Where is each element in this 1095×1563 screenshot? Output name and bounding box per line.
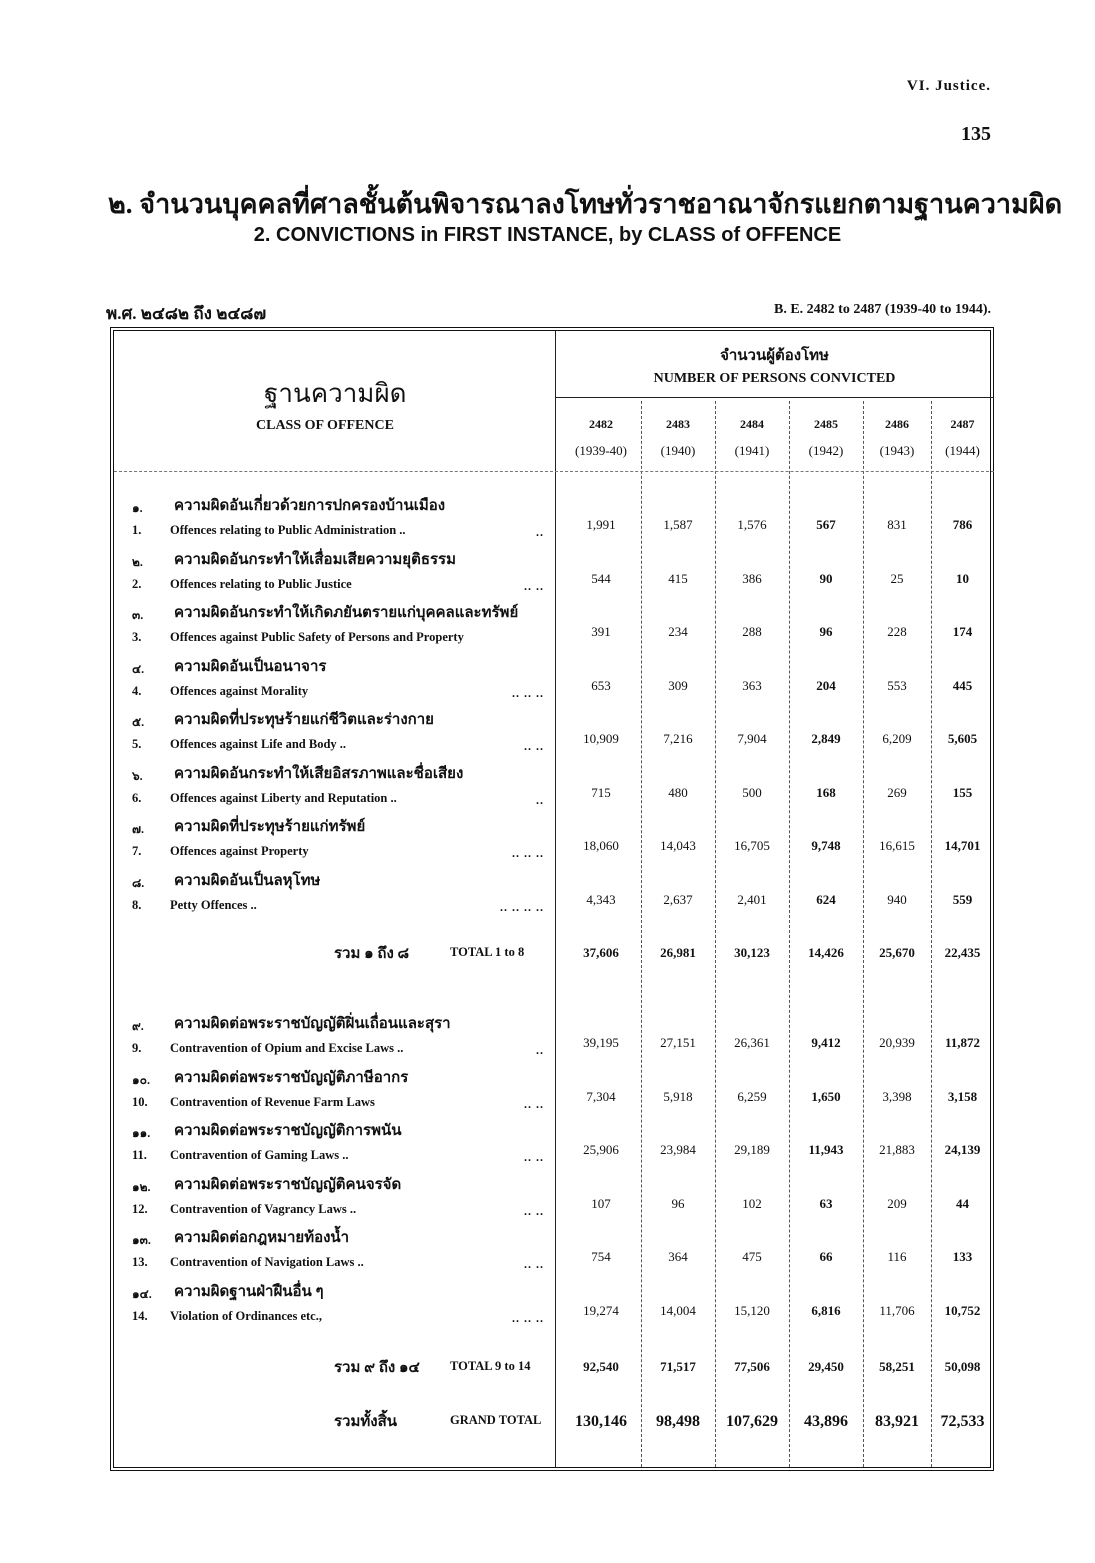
cell-value: 2,849	[811, 731, 841, 746]
offence-thai: ความผิดที่ประทุษร้ายแก่ทรัพย์	[174, 819, 366, 835]
total-9-to-14-value: 71,517	[660, 1359, 696, 1374]
cell-value: 7,904	[737, 731, 767, 746]
cell-value: 364	[668, 1249, 688, 1264]
row-number: 10.	[132, 1094, 148, 1109]
cell-value: 66	[819, 1249, 833, 1264]
cell-value: 1,587	[663, 517, 693, 532]
cell-value: 567	[816, 517, 836, 532]
total-1-to-8-value: 30,123	[734, 945, 770, 960]
cell-value: 288	[742, 624, 762, 639]
row-number: 11.	[132, 1148, 147, 1162]
offence-english: Contravention of Gaming Laws ..	[170, 1148, 349, 1162]
cell-value: 624	[816, 891, 836, 907]
row-number: 14.	[132, 1308, 148, 1323]
total-1-to-8-value: 37,606	[583, 945, 619, 960]
leader-dots: ..	[536, 792, 544, 807]
cell-value: 96	[671, 1195, 685, 1211]
cell-value: 204	[816, 677, 836, 693]
total-1-to-8-thai: รวม ๑ ถึง ๘	[334, 946, 410, 962]
section-heading: VI. Justice.	[906, 78, 991, 94]
cell-value: 269	[887, 784, 907, 800]
cell-value: 10,909	[583, 731, 619, 746]
grand-total-value: 72,533	[940, 1413, 985, 1430]
total-9-to-14-value: 77,506	[734, 1359, 770, 1374]
cell-value: 6,259	[737, 1088, 767, 1104]
row-number: 4.	[132, 683, 142, 698]
cell-value: 544	[591, 570, 611, 586]
offence-thai: ความผิดฐานฝ่าฝืนอื่น ๆ	[174, 1283, 324, 1300]
row-number-thai: ๗.	[132, 822, 145, 836]
row-number-thai: ๔.	[132, 661, 145, 676]
total-9-to-14-value: 29,450	[808, 1359, 844, 1374]
cell-value: 15,120	[734, 1302, 770, 1318]
offence-english: Offences against Liberty and Reputation ..	[170, 790, 397, 805]
convicted-header-english: NUMBER OF PERSONS CONVICTED	[653, 371, 896, 386]
cell-value: 391	[591, 624, 611, 639]
cell-value: 29,189	[734, 1142, 770, 1157]
cell-value: 6,816	[811, 1302, 841, 1318]
cell-value: 5,918	[663, 1088, 693, 1104]
cell-value: 715	[591, 784, 611, 800]
row-number: 7.	[132, 844, 142, 858]
row-number-thai: ๓.	[132, 608, 144, 622]
row-number-thai: ๕.	[132, 715, 145, 729]
row-number-thai: ๑.	[132, 501, 143, 515]
offence-english: Petty Offences ..	[170, 897, 257, 912]
offence-english: Offences relating to Public Justice	[170, 576, 352, 591]
leader-dots: .. .. ..	[512, 685, 544, 700]
cell-value: 133	[952, 1249, 973, 1264]
total-9-to-14-english: TOTAL 9 to 14	[450, 1359, 531, 1373]
row-number-thai: ๖.	[132, 768, 143, 783]
cell-value: 363	[742, 677, 762, 693]
cell-value: 168	[816, 784, 836, 800]
header-bottom-line	[114, 471, 994, 472]
cell-value: 5,605	[947, 731, 978, 746]
cell-value: 24,139	[944, 1142, 981, 1157]
offence-english: Contravention of Opium and Excise Laws ..	[170, 1041, 404, 1055]
cell-value: 309	[668, 677, 688, 693]
offence-thai: ความผิดต่อพระราชบัญญัติฝิ่นเถื่อนและสุรา	[174, 1016, 451, 1032]
offence-thai: ความผิดอันเกี่ยวด้วยการปกครองบ้านเมือง	[174, 498, 446, 514]
cell-value: 786	[952, 517, 973, 532]
offence-header-english: CLASS OF OFFENCE	[256, 418, 394, 433]
leader-dots: .. ..	[524, 739, 544, 753]
year-ce: (1943)	[879, 443, 915, 458]
cell-value: 20,939	[879, 1035, 915, 1050]
cell-value: 7,216	[663, 731, 693, 746]
total-9-to-14-value: 92,540	[583, 1359, 619, 1374]
offence-english: Offences against Public Safety of Persons and Property	[170, 630, 464, 644]
cell-value: 7,304	[586, 1088, 616, 1104]
cell-value: 3,158	[947, 1088, 978, 1104]
offence-thai: ความผิดต่อพระราชบัญญัติภาษีอากร	[174, 1069, 409, 1086]
period-english: B. E. 2482 to 2487 (1939-40 to 1944).	[774, 302, 991, 317]
cell-value: 445	[952, 677, 973, 693]
grand-total-value: 83,921	[875, 1413, 919, 1430]
total-1-to-8-value: 22,435	[944, 945, 981, 960]
cell-value: 16,705	[734, 838, 770, 853]
cell-value: 155	[952, 784, 973, 800]
offence-thai: ความผิดอันเป็นอนาจาร	[174, 658, 327, 675]
year-be: 2484	[740, 417, 764, 431]
row-number: 5.	[132, 737, 142, 751]
row-number-thai: ๘.	[132, 875, 145, 890]
year-ce: (1941)	[734, 443, 770, 458]
cell-value: 25,906	[583, 1142, 619, 1157]
year-be: 2486	[885, 417, 909, 431]
cell-value: 21,883	[879, 1142, 915, 1157]
year-be: 2482	[589, 417, 613, 431]
offence-thai: ความผิดอันเป็นลหุโทษ	[174, 872, 321, 889]
row-number: 12.	[132, 1201, 148, 1216]
grand-total-english: GRAND TOTAL	[450, 1413, 542, 1427]
leader-dots: .. .. ..	[512, 846, 544, 860]
row-number-thai: ๑๔.	[132, 1286, 152, 1301]
row-number-thai: ๑๓.	[132, 1233, 151, 1247]
leader-dots: ..	[536, 1043, 544, 1057]
year-ce: (1939-40)	[575, 443, 627, 458]
row-number: 2.	[132, 576, 142, 591]
cell-value: 11,872	[944, 1035, 981, 1050]
leader-dots: .. ..	[524, 1150, 544, 1164]
cell-value: 209	[887, 1195, 907, 1211]
offence-thai: ความผิดอันกระทำให้เกิดภยันตรายแก่บุคคลและทรัพย์	[174, 605, 519, 621]
cell-value: 26,361	[734, 1035, 770, 1050]
offence-english: Offences relating to Public Administration ..	[170, 523, 406, 537]
offence-english: Offences against Property	[170, 844, 309, 858]
leader-dots: .. .. .. ..	[500, 899, 544, 914]
cell-value: 2,401	[737, 891, 767, 907]
cell-value: 940	[887, 891, 907, 907]
cell-value: 831	[887, 517, 907, 532]
offence-english: Contravention of Navigation Laws ..	[170, 1255, 364, 1269]
row-number-thai: ๑๐.	[132, 1072, 150, 1087]
offence-thai: ความผิดที่ประทุษร้ายแก่ชีวิตและร่างกาย	[174, 712, 434, 728]
cell-value: 174	[952, 624, 973, 639]
year-ce: (1944)	[945, 443, 980, 458]
total-1-to-8-value: 26,981	[660, 945, 696, 960]
total-1-to-8-value: 14,426	[808, 945, 844, 960]
cell-value: 559	[952, 891, 973, 907]
total-1-to-8-value: 25,670	[879, 945, 915, 960]
cell-value: 102	[742, 1195, 762, 1211]
row-number: 9.	[132, 1041, 142, 1055]
year-be: 2483	[666, 417, 690, 431]
cell-value: 9,412	[811, 1035, 841, 1050]
row-number: 3.	[132, 630, 142, 644]
offence-english: Offences against Morality	[170, 683, 309, 698]
cell-value: 1,991	[586, 517, 616, 532]
cell-value: 90	[819, 570, 833, 586]
cell-value: 1,576	[737, 517, 767, 532]
grand-total-value: 107,629	[726, 1413, 778, 1430]
grand-total-thai: รวมทั้งสิ้น	[334, 1414, 397, 1430]
cell-value: 500	[742, 784, 762, 800]
cell-value: 11,943	[808, 1142, 844, 1157]
offence-header-thai: ฐานความผิด	[264, 379, 407, 408]
leader-dots: .. .. ..	[512, 1310, 544, 1325]
offence-english: Contravention of Vagrancy Laws ..	[170, 1201, 357, 1216]
offence-english: Contravention of Revenue Farm Laws	[170, 1094, 375, 1109]
cell-value: 234	[668, 624, 688, 639]
leader-dots: .. ..	[524, 1203, 544, 1218]
cell-value: 228	[887, 624, 907, 639]
cell-value: 25	[890, 570, 904, 586]
row-number-thai: ๙.	[132, 1019, 144, 1033]
row-number: 8.	[132, 897, 142, 912]
cell-value: 18,060	[583, 838, 619, 853]
cell-value: 14,043	[660, 838, 696, 853]
row-number: 13.	[132, 1255, 148, 1269]
row-number-thai: ๑๒.	[132, 1179, 151, 1194]
total-9-to-14-value: 58,251	[879, 1359, 915, 1374]
cell-value: 19,274	[583, 1302, 619, 1318]
cell-value: 10	[956, 570, 969, 586]
offence-thai: ความผิดต่อพระราชบัญญัติคนจรจัด	[174, 1176, 402, 1193]
year-be: 2487	[950, 417, 975, 431]
cell-value: 44	[956, 1195, 969, 1211]
cell-value: 754	[591, 1249, 611, 1264]
leader-dots: .. ..	[524, 1257, 544, 1271]
year-ce: (1940)	[660, 443, 696, 458]
cell-value: 6,209	[882, 731, 912, 746]
cell-value: 39,195	[583, 1035, 619, 1050]
offence-english: Violation of Ordinances etc.,	[170, 1308, 322, 1323]
total-9-to-14-value: 50,098	[944, 1359, 981, 1374]
offence-english: Offences against Life and Body ..	[170, 737, 347, 751]
cell-value: 415	[668, 570, 688, 586]
grand-total-value: 98,498	[656, 1413, 700, 1430]
cell-value: 27,151	[660, 1035, 696, 1050]
cell-value: 16,615	[879, 838, 915, 853]
title-english: 2. CONVICTIONS in FIRST INSTANCE, by CLASS of OFFENCE	[253, 224, 842, 246]
offence-thai: ความผิดอันกระทำให้เสียอิสรภาพและชื่อเสียง	[174, 765, 464, 782]
cell-value: 1,650	[811, 1088, 841, 1104]
cell-value: 116	[887, 1249, 907, 1264]
cell-value: 553	[887, 677, 907, 693]
grand-total-value: 43,896	[804, 1413, 848, 1430]
offence-thai: ความผิดต่อพระราชบัญญัติการพนัน	[174, 1123, 402, 1139]
offence-thai: ความผิดต่อกฎหมายท้องน้ำ	[174, 1230, 350, 1246]
total-9-to-14-thai: รวม ๙ ถึง ๑๔	[334, 1360, 420, 1376]
year-be: 2485	[814, 417, 838, 431]
row-number: 6.	[132, 790, 142, 805]
leader-dots: .. ..	[524, 578, 544, 593]
cell-value: 23,984	[660, 1142, 696, 1157]
page-number: 135	[961, 123, 991, 145]
period-thai: พ.ศ. ๒๔๘๒ ถึง ๒๔๘๗	[106, 304, 267, 323]
grand-total-value: 130,146	[575, 1413, 627, 1430]
cell-value: 14,004	[660, 1302, 696, 1318]
convicted-header-thai: จำนวนผู้ต้องโทษ	[720, 348, 829, 364]
cell-value: 107	[591, 1195, 611, 1211]
leader-dots: .. ..	[524, 1096, 544, 1111]
column-divider	[555, 331, 556, 1467]
cell-value: 96	[819, 624, 833, 639]
cell-value: 63	[819, 1195, 833, 1211]
cell-value: 11,706	[879, 1302, 915, 1318]
cell-value: 653	[591, 677, 611, 693]
cell-value: 2,637	[663, 891, 693, 907]
offence-thai: ความผิดอันกระทำให้เสื่อมเสียความยุติธรรม	[174, 551, 456, 568]
title-thai: ๒. จำนวนบุคคลที่ศาลชั้นต้นพิจารณาลงโทษทั่วราชอาณาจักรแยกตามฐานความผิด	[108, 189, 1063, 219]
row-number-thai: ๑๑.	[132, 1126, 151, 1140]
row-number: 1.	[132, 523, 142, 537]
total-1-to-8-english: TOTAL 1 to 8	[450, 945, 525, 959]
cell-value: 14,701	[944, 838, 981, 853]
cell-value: 10,752	[944, 1302, 981, 1318]
cell-value: 480	[668, 784, 688, 800]
leader-dots: ..	[536, 525, 544, 539]
cell-value: 9,748	[811, 838, 841, 853]
convictions-table	[110, 327, 994, 1471]
cell-value: 3,398	[882, 1088, 912, 1104]
cell-value: 4,343	[586, 891, 616, 907]
cell-value: 475	[742, 1249, 762, 1264]
cell-value: 386	[742, 570, 762, 586]
row-number-thai: ๒.	[132, 554, 143, 569]
header-divider	[555, 397, 994, 398]
year-ce: (1942)	[808, 443, 844, 458]
